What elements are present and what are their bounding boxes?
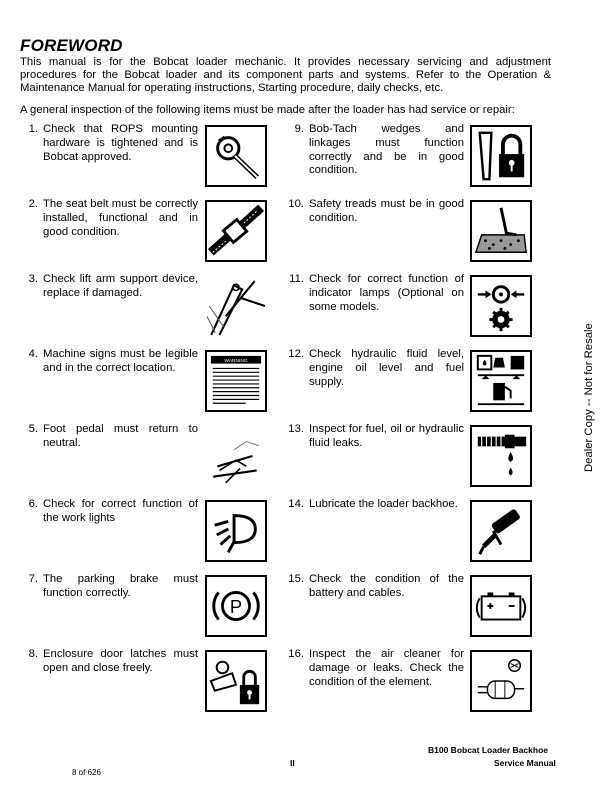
page-title: FOREWORD [20,36,123,55]
item-text: Check lift arm support device, replace if damaged. [43,273,198,299]
item-text: Safety treads must be in good condition. [309,198,464,224]
list-item [20,423,198,451]
item-number: 1. [28,123,38,135]
item-text: Check that ROPS mounting hardware is tightened and is Bobcat approved. [43,123,198,163]
warning-label: WARNING [224,359,248,365]
parking-brake-icon [205,575,267,637]
seat-belt-icon [205,200,267,262]
list-item [20,498,198,526]
grease-gun-icon [470,500,532,562]
item-text: Check hydraulic fluid level, engine oil level and fuel supply. [309,348,464,388]
item-number: 11. [289,273,304,285]
bob-tach-lock-icon [470,125,532,187]
list-item [286,648,464,689]
list-item [286,273,464,314]
inspection-lead: A general inspection of the following items must be made after the loader has had service or repair: [20,104,515,116]
item-text: Bob-Tach wedges and linkages must function correctly and be in good condition. [309,123,464,177]
battery-icon [470,575,532,637]
list-item [20,648,198,676]
list-item [286,423,464,451]
side-watermark-text: Dealer Copy -- Not for Resale [583,323,595,472]
page-number: II [290,758,295,768]
item-text: The seat belt must be correctly installed, functional and in good condition. [43,198,198,238]
foot-pedal-icon [205,425,267,487]
item-number: 12. [288,348,304,360]
fluid-leak-icon [470,425,532,487]
item-number: 4. [28,348,38,360]
list-item [20,573,198,601]
list-item [286,198,464,226]
warning-sign-icon [205,350,267,412]
wrench-bolt-icon [205,125,267,187]
list-item [20,348,198,376]
door-latch-icon [205,650,267,712]
item-text: Check for correct function of the work lights [43,498,198,524]
list-item [20,273,198,301]
item-number: 14. [288,498,304,510]
item-number: 13. [288,423,304,435]
item-number: 10. [288,198,304,210]
item-number: 2. [28,198,38,210]
list-item [286,573,464,601]
item-text: Machine signs must be legible and in the correct location. [43,348,198,374]
footer-subtitle: Service Manual [494,758,556,768]
item-number: 3. [28,273,38,285]
list-item [20,123,198,164]
item-text: Check the condition of the battery and cables. [309,573,464,599]
fluid-levels-icon [470,350,532,412]
item-number: 16. [288,648,304,660]
indicator-lamps-icon [470,275,532,337]
item-text: Lubricate the loader backhoe. [309,498,458,510]
air-cleaner-icon [470,650,532,712]
page-count: 8 of 626 [72,768,101,777]
footer-title: B100 Bobcat Loader Backhoe [428,745,548,755]
item-text: Inspect the air cleaner for damage or leaks. Check the condition of the element. [309,648,464,688]
item-number: 9. [294,123,304,135]
list-item [286,348,464,389]
work-light-icon [205,500,267,562]
item-number: 15. [288,573,304,585]
item-number: 6. [28,498,38,510]
list-item [20,198,198,239]
list-item [286,498,464,512]
item-text: The parking brake must function correctly. [43,573,198,599]
intro-paragraph: This manual is for the Bobcat loader mechanic. It provides necessary servicing and adjustment procedures for the Bobcat loader and its component parts and systems. Refer to the Operation & Maintenance Manual for operating instructions, Starting procedure, daily checks, etc. [20,56,551,94]
side-watermark [583,323,597,632]
item-text: Inspect for fuel, oil or hydraulic fluid leaks. [309,423,464,449]
parking-letter: P [229,595,243,617]
item-number: 7. [28,573,38,585]
lift-arm-support-icon [205,275,267,337]
safety-tread-icon [470,200,532,262]
list-item [286,123,464,178]
item-number: 8. [28,648,38,660]
item-text: Enclosure door latches must open and close freely. [43,648,198,674]
item-text: Check for correct function of indicator lamps (Optional on some models. [309,273,464,313]
item-text: Foot pedal must return to neutral. [43,423,198,449]
item-number: 5. [28,423,38,435]
